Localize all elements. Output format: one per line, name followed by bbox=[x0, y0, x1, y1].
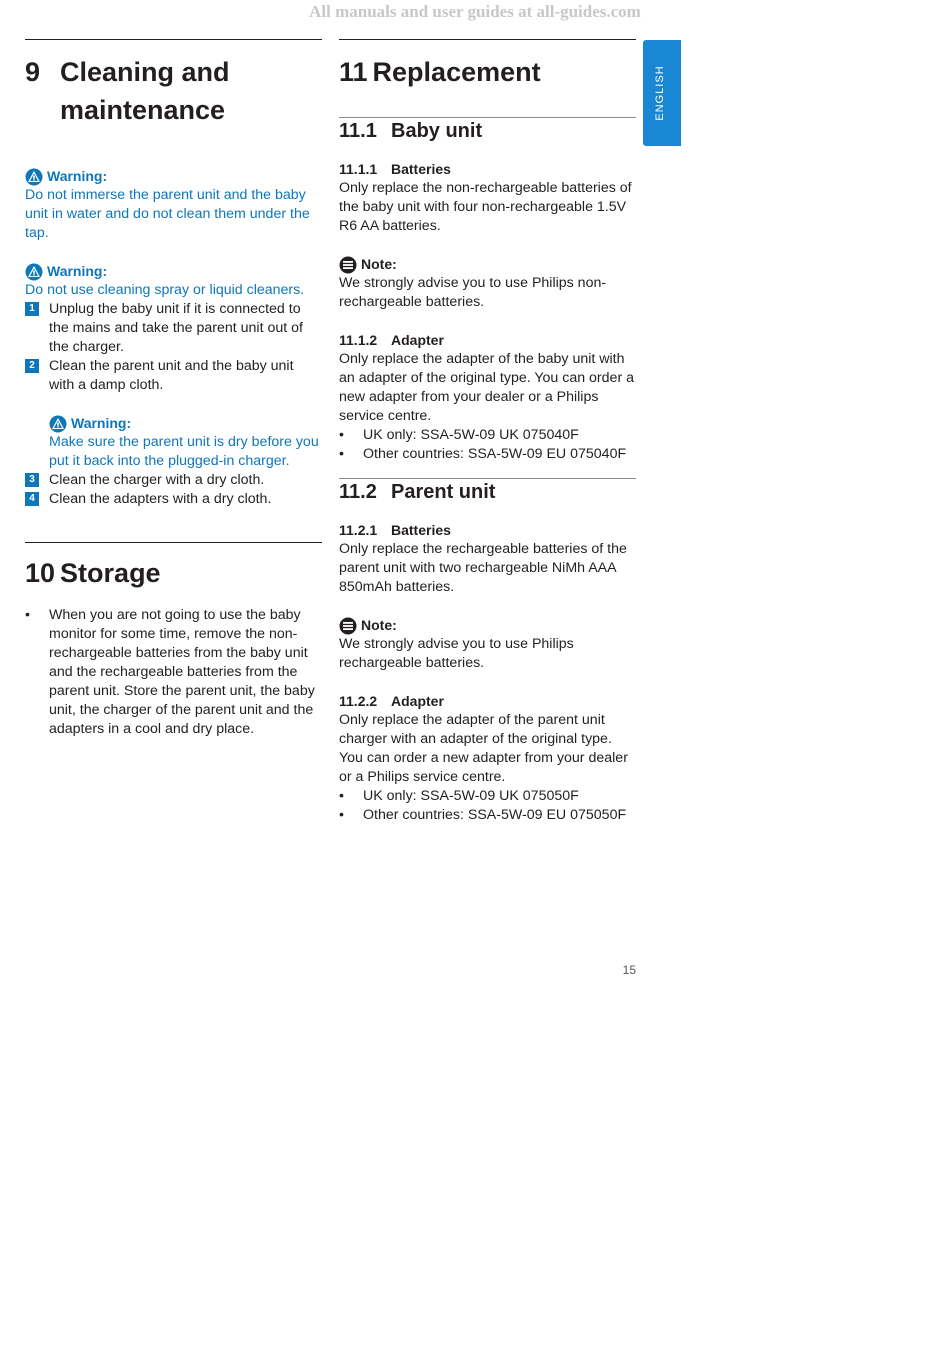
list-item bbox=[25, 300, 322, 357]
warning-text: Do not immerse the parent unit and the baby unit in water and do not clean them under the tap. bbox=[25, 187, 310, 241]
bullet-icon: • bbox=[339, 446, 344, 462]
step-number: 3 bbox=[25, 473, 39, 487]
language-tab-label: ENGLISH bbox=[654, 65, 666, 121]
step-number: 2 bbox=[25, 359, 39, 373]
section-title: Storage bbox=[60, 558, 161, 588]
list-item: • Other countries: SSA-5W-09 EU 075040F bbox=[339, 446, 627, 462]
warning-title: Warning: bbox=[49, 414, 322, 433]
section-rule bbox=[25, 542, 322, 543]
paragraph: Only replace the rechargeable batteries of the parent unit with two rechargeable NiMh AAA 850mAh batteries. bbox=[339, 541, 627, 595]
list-item bbox=[25, 606, 322, 739]
subsubsection-heading: 11.2.2 Adapter bbox=[339, 693, 444, 709]
warning-icon bbox=[49, 415, 67, 433]
bullet-icon: • bbox=[339, 427, 344, 443]
subsection-heading: 11.1 Baby unit bbox=[339, 120, 483, 142]
step-number: 1 bbox=[25, 302, 39, 316]
section-10-heading bbox=[25, 554, 322, 592]
note-title: Note: bbox=[339, 616, 636, 635]
list-item: • Other countries: SSA-5W-09 EU 075050F bbox=[339, 807, 627, 823]
paragraph: Only replace the adapter of the baby unit with an adapter of the original type. You can order a new adapter from your dealer or a Philips service centre. bbox=[339, 351, 634, 424]
note-title: Note: bbox=[339, 255, 636, 274]
note-text: We strongly advise you to use Philips non-rechargeable batteries. bbox=[339, 275, 607, 310]
bullet-icon: • bbox=[339, 788, 344, 804]
section-rule bbox=[339, 39, 636, 40]
warning-icon bbox=[25, 263, 43, 281]
list-item bbox=[25, 490, 322, 509]
step-text: Clean the adapters with a dry cloth. bbox=[49, 491, 272, 507]
section-9-heading bbox=[25, 53, 322, 129]
subsubsection-heading: 11.1.1 Batteries bbox=[339, 161, 451, 177]
warning-title: Warning: bbox=[25, 167, 322, 186]
bullet-icon: • bbox=[25, 607, 30, 623]
note-icon bbox=[339, 256, 357, 274]
section-rule bbox=[25, 39, 322, 40]
section-number: 11 bbox=[339, 57, 368, 87]
section-title: Replacement bbox=[372, 57, 541, 87]
warning-icon bbox=[25, 168, 43, 186]
step-text: Clean the parent unit and the baby unit with a damp cloth. bbox=[49, 358, 294, 393]
list-item bbox=[25, 471, 322, 490]
left-column bbox=[25, 39, 322, 739]
warning-text: Make sure the parent unit is dry before you put it back into the plugged-in charger. bbox=[49, 434, 319, 469]
section-number: 10 bbox=[25, 558, 56, 588]
warning-text: Do not use cleaning spray or liquid cleaners. bbox=[25, 282, 305, 298]
step-text: Unplug the baby unit if it is connected to the mains and take the parent unit out of the charger. bbox=[49, 301, 303, 355]
subsubsection-heading: 11.1.2 Adapter bbox=[339, 332, 444, 348]
section-title: Cleaning and maintenance bbox=[60, 57, 230, 125]
section-number: 9 bbox=[25, 57, 41, 87]
bullet-text: When you are not going to use the baby monitor for some time, remove the non-rechargeable batteries from the baby unit and the rechargeable batteries from the parent unit. Store the parent unit, the baby unit, the charger of the parent unit and the adapters in a cool and dry place. bbox=[49, 607, 315, 737]
list-item bbox=[25, 357, 322, 395]
subsubsection-heading: 11.2.1 Batteries bbox=[339, 522, 451, 538]
list-item: • UK only: SSA-5W-09 UK 075040F bbox=[339, 427, 579, 443]
list-item: • UK only: SSA-5W-09 UK 075050F bbox=[339, 788, 579, 804]
warning-title: Warning: bbox=[25, 262, 322, 281]
note-text: We strongly advise you to use Philips rechargeable batteries. bbox=[339, 636, 574, 671]
step-number: 4 bbox=[25, 492, 39, 506]
step-text: Clean the charger with a dry cloth. bbox=[49, 472, 265, 488]
paragraph: Only replace the adapter of the parent unit charger with an adapter of the original type. You can order a new adapter from your dealer or a Philips service centre. bbox=[339, 712, 628, 785]
note-icon bbox=[339, 617, 357, 635]
subsection-heading: 11.2 Parent unit bbox=[339, 481, 496, 503]
bullet-icon: • bbox=[339, 807, 344, 823]
watermark: All manuals and user guides at all-guides.com bbox=[309, 2, 641, 21]
right-column bbox=[339, 39, 636, 825]
page-number: 15 bbox=[622, 963, 636, 977]
paragraph: Only replace the non-rechargeable batteries of the baby unit with four non-rechargeable 1.5V R6 AA batteries. bbox=[339, 180, 632, 234]
section-11-heading bbox=[339, 53, 636, 91]
